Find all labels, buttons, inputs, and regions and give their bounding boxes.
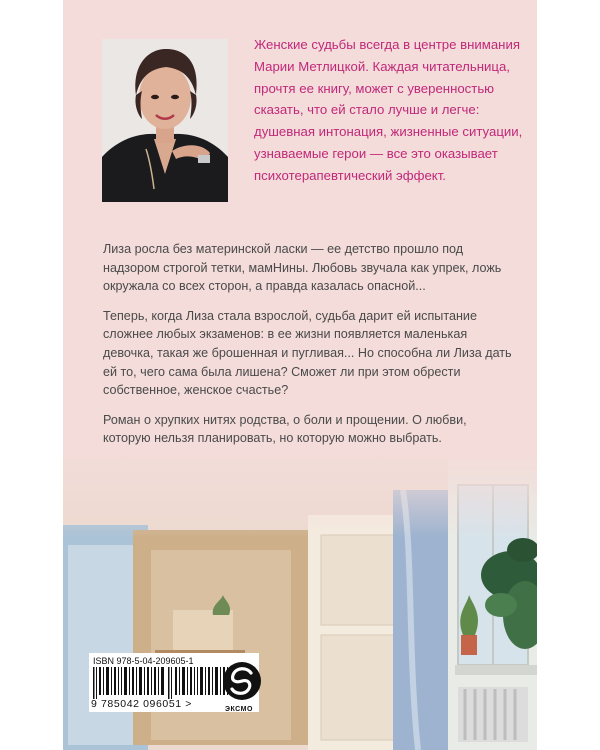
eksmo-logo-icon bbox=[222, 659, 262, 709]
annotation-paragraph: Роман о хрупких нитях родства, о боли и прощении. О любви, которую нельзя планировать, но которую можно выбрать. bbox=[103, 412, 467, 446]
isbn-text: ISBN 978-5-04-209605-1 bbox=[93, 656, 194, 666]
back-cover bbox=[63, 0, 537, 750]
annotation bbox=[103, 240, 513, 459]
author-photo bbox=[102, 39, 228, 202]
barcode-digits: 9 785042 096051 > bbox=[91, 698, 192, 710]
annotation-paragraph: Теперь, когда Лиза стала взрослой, судьба дарит ей испытание сложнее любых экзаменов: в ее жизни появляется маленькая девочка, такая же брошенная и пугливая... Но способна ли Лиза дать ей то, чего сама была лишена? Сможет ли при этом обрести собственное, женское счастье? bbox=[103, 308, 512, 398]
publisher-name: ЭКСМО bbox=[225, 706, 253, 713]
author-blurb: Женские судьбы всегда в центре внимания Марии Метлицкой. Каждая читательница, прочтя ее книгу, может с уверенностью сказать, что ей стало лучше и легче: душевная интонация, жизненные ситуации, узнаваемые герои — все это оказывает психотерапевтический эффект. bbox=[254, 37, 523, 183]
annotation-paragraph: Лиза росла без материнской ласки — ее детство прошло под надзором строгой тетки, мамНины. Любовь звучала как упрек, ложь окружала со всех сторон, а правда казалась опасной... bbox=[103, 242, 502, 294]
